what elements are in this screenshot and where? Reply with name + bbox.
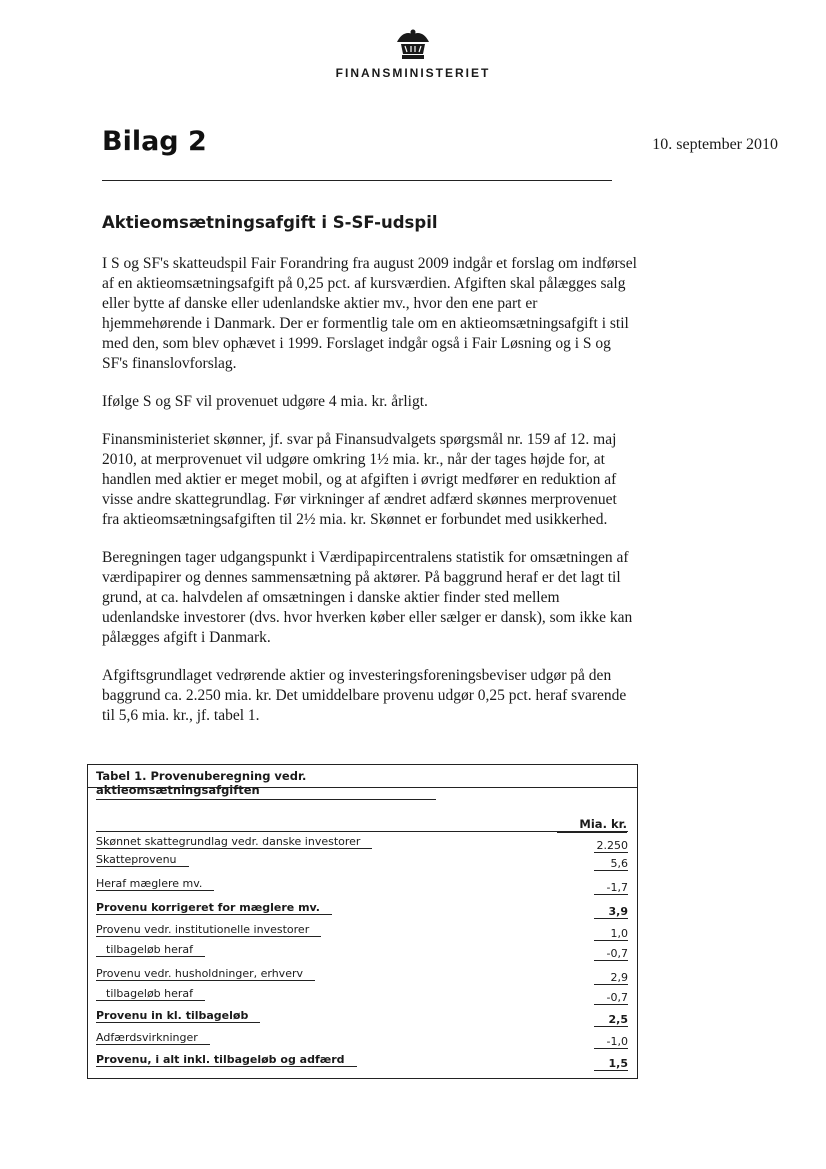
row-value: 1,0 [594, 927, 628, 941]
table-row [96, 943, 628, 961]
row-label: tilbageløb heraf [96, 987, 205, 1001]
paragraph: Ifølge S og SF vil provenuet udgøre 4 mia. kr. årligt. [102, 393, 428, 410]
table-rule [96, 831, 628, 832]
row-value: 2,5 [594, 1013, 628, 1027]
ministry-name: FINANSMINISTERIET [335, 66, 491, 80]
table-title: Tabel 1. Provenuberegning vedr. aktieomsætningsafgiften [96, 769, 436, 800]
table-row [96, 967, 628, 985]
row-value: -1,7 [594, 881, 628, 895]
row-label: Provenu vedr. institutionelle investorer [96, 923, 321, 937]
revenue-table [87, 764, 638, 1079]
column-header: Mia. kr. [557, 817, 627, 833]
page-title: Bilag 2 [102, 126, 207, 157]
table-row [96, 987, 628, 1005]
row-label: tilbageløb heraf [96, 943, 205, 957]
table-row [96, 901, 628, 919]
row-label: Skønnet skattegrundlag vedr. danske investorer [96, 835, 372, 849]
table-row [96, 877, 628, 895]
row-value: -1,0 [594, 1035, 628, 1049]
table-row [96, 835, 628, 853]
table-row [96, 923, 628, 941]
table-row [96, 1031, 628, 1049]
paragraph: Finansministeriet skønner, jf. svar på Finansudvalgets spørgsmål nr. 159 af 12. maj 2010, at merprovenuet vil udgøre omkring 1½ mia. kr., når der tages højde for, at handlen med aktier er meget mobil, og at afgiften i øvrigt medfører en reduktion af visse andre skattegrundlag. Før virkninger af ændret adfærd skønnes merprovenuet fra aktieomsætningsafgiften til 2½ mia. kr. Skønnet er forbundet med usikkerhed. [102, 431, 617, 528]
letterhead [0, 28, 826, 80]
table-row [96, 1053, 628, 1071]
row-label: Adfærdsvirkninger [96, 1031, 210, 1045]
row-value: 1,5 [594, 1057, 628, 1071]
table-row [96, 853, 628, 871]
row-value: 2,9 [594, 971, 628, 985]
row-value: 3,9 [594, 905, 628, 919]
paragraph: I S og SF's skatteudspil Fair Forandring fra august 2009 indgår et forslag om indførsel af en aktieomsætningsafgift på 0,25 pct. af kursværdien. Afgiften skal pålægges salg eller bytte af danske eller udenlandske aktier mv., hvor den ene part er hjemmehørende i Danmark. Der er formentlig tale om en aktieomsætningsafgift i stil med den, som blev ophævet i 1999. Forslaget indgår også i Fair Løsning og i S og SF's finanslovforslag. [102, 255, 637, 372]
row-label: Provenu, i alt inkl. tilbageløb og adfærd [96, 1053, 357, 1067]
crown-icon [393, 28, 433, 62]
title-divider [102, 180, 612, 181]
row-value: 5,6 [594, 857, 628, 871]
row-label: Provenu korrigeret for mæglere mv. [96, 901, 332, 915]
row-label: Provenu vedr. husholdninger, erhverv [96, 967, 315, 981]
body-text [102, 254, 637, 744]
row-label: Heraf mæglere mv. [96, 877, 214, 891]
paragraph: Beregningen tager udgangspunkt i Værdipapircentralens statistik for omsætningen af værdipapirer og dennes sammensætning på aktører. På baggrund heraf er det lagt til grund, at ca. halvdelen af omsætningen i danske aktier finder sted mellem udenlandske investorer (dvs. hvor hverken køber eller sælger er dansk), som ikke kan pålægges afgift i Danmark. [102, 549, 633, 646]
row-label: Provenu in kl. tilbageløb [96, 1009, 260, 1023]
table-row [96, 1009, 628, 1027]
document-date: 10. september 2010 [652, 136, 778, 153]
section-heading: Aktieomsætningsafgift i S-SF-udspil [102, 213, 438, 232]
row-value: -0,7 [594, 991, 628, 1005]
table-rule [88, 787, 637, 788]
row-value: -0,7 [594, 947, 628, 961]
row-label: Skatteprovenu [96, 853, 189, 867]
paragraph: Afgiftsgrundlaget vedrørende aktier og investeringsforeningsbeviser udgør på den baggrund ca. 2.250 mia. kr. Det umiddelbare provenu udgør 0,25 pct. heraf svarende til 5,6 mia. kr., jf. tabel 1. [102, 667, 627, 724]
row-value: 2.250 [594, 839, 628, 853]
